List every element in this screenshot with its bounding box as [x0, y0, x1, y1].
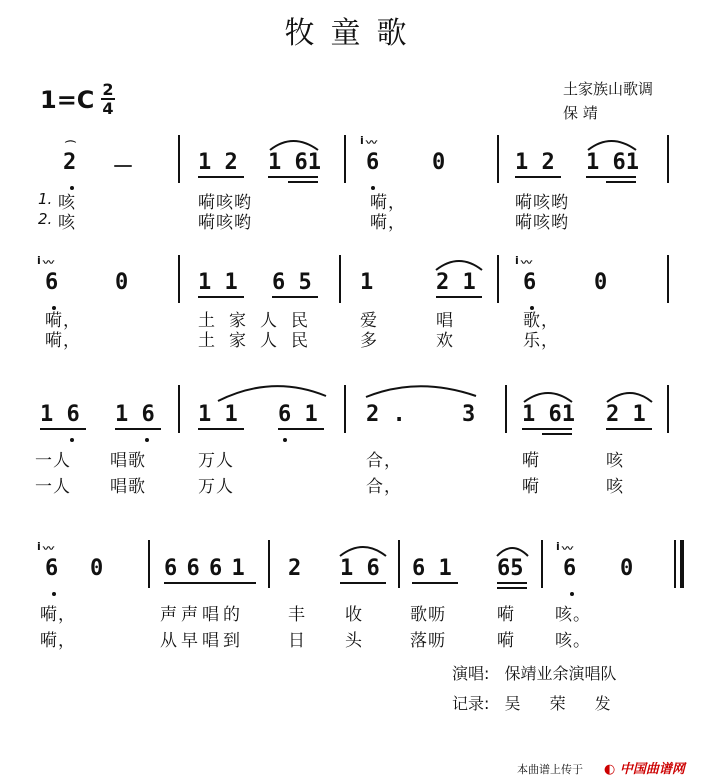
page-title: 牧童歌: [284, 16, 423, 51]
lyric: 多: [360, 331, 378, 351]
lyric: 嗬，: [40, 605, 76, 625]
slur: [588, 141, 636, 150]
note: 6 1: [412, 556, 452, 581]
note: 1 2: [198, 150, 238, 175]
trill-icon: 〰: [562, 542, 573, 555]
note: 6: [563, 556, 577, 581]
place-credit: 保 靖: [563, 104, 598, 122]
lyric: 万人: [198, 477, 234, 497]
note: 1: [360, 270, 374, 295]
trill-icon: 〰: [43, 256, 54, 269]
note: 6: [45, 556, 59, 581]
lyric: 嗬: [522, 477, 540, 497]
slur: [607, 393, 652, 402]
performer-credit: [452, 661, 617, 684]
lyric: 乐，: [523, 331, 559, 351]
lyric: 从早唱到: [160, 631, 244, 651]
lyric: 嗬，: [40, 631, 76, 651]
note: 1 61: [268, 150, 321, 175]
time-signature-lower: 4: [102, 99, 114, 118]
lyric: 落呖: [410, 631, 446, 651]
lyric: 唱歌: [110, 477, 146, 497]
trill-icon: 〰: [366, 136, 377, 149]
verse-number: 1.: [38, 190, 53, 208]
grace-mark-icon: i: [37, 254, 41, 267]
note: 2 1: [606, 402, 646, 427]
lyric: 咳。: [555, 605, 591, 625]
lyric: 爱: [360, 311, 378, 331]
lyric: 日: [288, 631, 306, 651]
lyric: 头: [345, 631, 363, 651]
lyric: 咳。: [555, 631, 591, 651]
slur: [218, 386, 326, 401]
lyric: 合，: [366, 451, 402, 471]
performer-label: 演唱:: [452, 664, 490, 683]
slur: [497, 548, 528, 556]
lyric: 歌呖: [410, 605, 446, 625]
rest: 0: [594, 270, 608, 295]
lyric: 唱歌: [110, 451, 146, 471]
note: 1 2: [515, 150, 555, 175]
note: 1 6: [40, 402, 80, 427]
lyric: 嗬，: [370, 213, 406, 233]
note: 1 1: [198, 270, 238, 295]
lyric: 嗬咳哟: [198, 193, 252, 213]
lyric: 一人: [35, 451, 71, 471]
lyric: 声声唱的: [160, 605, 244, 625]
trill-icon: 〰: [43, 542, 54, 555]
grace-mark-icon: i: [360, 134, 364, 147]
performer-value: 保靖业余演唱队: [504, 664, 617, 683]
site-logo: [604, 758, 685, 777]
lyric: 一人: [35, 477, 71, 497]
rest: 0: [432, 150, 446, 175]
slur: [270, 141, 318, 150]
lyric: 嗬，: [370, 193, 406, 213]
note: 2: [63, 150, 77, 175]
lyric: 嗬: [522, 451, 540, 471]
time-signature-upper: 2: [102, 80, 114, 99]
recorder-value: 吴 荣 发: [504, 694, 623, 713]
lyric: 收: [345, 605, 363, 625]
note: 2 1: [436, 270, 476, 295]
note: 6: [366, 150, 380, 175]
lyric: 咳: [606, 451, 624, 471]
logo-text: 中国曲谱网: [619, 762, 685, 777]
note: 6 1: [278, 402, 318, 427]
note: 6 6 6 1: [164, 556, 243, 581]
rest: 0: [115, 270, 129, 295]
fermata-icon: ⌒: [65, 140, 76, 153]
verse-number: 2.: [38, 210, 53, 228]
rest: 0: [620, 556, 634, 581]
recorder-credit: [452, 691, 623, 714]
lyric: 嗬咳哟: [515, 193, 569, 213]
lyric: 嗬咳哟: [198, 213, 252, 233]
note: 1 61: [586, 150, 639, 175]
note: 3: [462, 402, 476, 427]
lyric: 咳: [58, 213, 76, 233]
dash: －: [112, 155, 135, 180]
note: 2: [288, 556, 302, 581]
note: 1 6: [340, 556, 380, 581]
lyric: 唱: [436, 311, 454, 331]
grace-mark-icon: i: [37, 540, 41, 553]
rest: 0: [90, 556, 104, 581]
note: 1 61: [522, 402, 575, 427]
recorder-label: 记录:: [452, 694, 490, 713]
slur: [340, 547, 386, 556]
grace-mark-icon: i: [515, 254, 519, 267]
logo-icon: ◐: [604, 762, 616, 777]
lyric: 歌，: [523, 311, 559, 331]
note: 6: [523, 270, 537, 295]
grace-mark-icon: i: [556, 540, 560, 553]
note: 65: [497, 556, 524, 581]
lyric: 咳: [58, 193, 76, 213]
footer-text: 本曲谱上传于: [517, 763, 583, 776]
genre-credit: 土家族山歌调: [563, 80, 654, 98]
lyric: 嗬，: [45, 311, 81, 331]
lyric: 欢: [436, 331, 454, 351]
lyric: 嗬: [497, 631, 515, 651]
lyric: 合，: [366, 477, 402, 497]
lyric: 嗬咳哟: [515, 213, 569, 233]
lyric: 嗬: [497, 605, 515, 625]
lyric: 万人: [198, 451, 234, 471]
slur: [524, 393, 572, 402]
note: 1 1: [198, 402, 238, 427]
lyric: 咳: [606, 477, 624, 497]
note: 1 6: [115, 402, 155, 427]
note: 6 5: [272, 270, 312, 295]
note: 6: [45, 270, 59, 295]
slur: [436, 261, 482, 270]
key-signature: 1=C: [40, 86, 95, 114]
lyric: 丰: [288, 605, 306, 625]
slur: [366, 386, 476, 397]
trill-icon: 〰: [521, 256, 532, 269]
lyric: 土家人民: [198, 331, 322, 351]
lyric: 嗬，: [45, 331, 81, 351]
lyric: 土家人民: [198, 311, 322, 331]
note: 2 .: [366, 402, 406, 427]
